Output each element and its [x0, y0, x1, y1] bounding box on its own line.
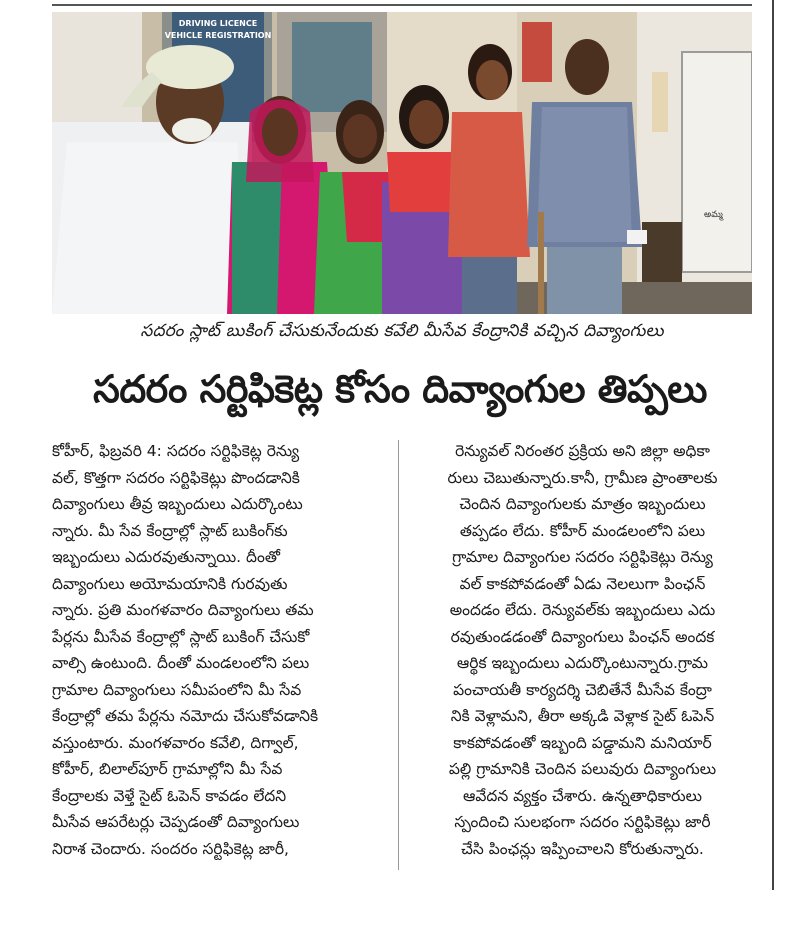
article-line: గ్రామాల దివ్యాంగుల సదరం సర్టిఫికెట్లు రెన్యు [452, 548, 713, 566]
article-line: ఇబ్బందులు ఎదురవుతున్నాయి. దీంతో [52, 548, 280, 566]
article-line: దివ్యాంగులు తీవ్ర ఇబ్బందులు ఎదుర్కొంటు [52, 495, 303, 513]
article-line: దివ్యాంగులు అయోమయానికి గురవుతు [52, 574, 288, 593]
photo-caption: సదరం స్లాట్‌ బుకింగ్‌ చేసుకునేందుకు కవేలి మీసేవ కేంద్రానికి వచ్చిన దివ్యాంగులు [140, 321, 664, 341]
wall-sign-text: అమ్మ [704, 210, 723, 220]
article-line: కేంద్రాల్లో తమ పేర్లను నమోదు చేసుకోవడానికి [52, 707, 319, 725]
article-line: న్నారు. ప్రతి మంగళవారం దివ్యాంగులు తమ [52, 601, 314, 619]
signboard-text-2: VEHICLE REGISTRATION [164, 31, 272, 40]
article-line: కాకపోవడంతో ఇబ్బంది పడ్డామని మనియార్‌ [453, 733, 712, 752]
article-line: గ్రామాల దివ్యాంగులు సమీపంలోని మీ సేవ [52, 680, 302, 699]
column-divider [398, 440, 399, 870]
article-line: పేర్లను మీసేవ కేంద్రాల్లో స్లాట్‌ బుకింగ్‌ చేసుకో [52, 627, 310, 646]
article-line: రులు చెబుతున్నారు.కానీ, గ్రామీణ ప్రాంతాలకు [447, 468, 718, 487]
article-line: కోహీర్‌, బిలాల్‌పూర్‌ గ్రామాల్లోని మీ సేవ [52, 760, 283, 778]
right-border-rule [772, 0, 774, 890]
article-line: రెన్యువల్‌ నిరంతర ప్రక్రియ అని జిల్లా అధికా [455, 442, 710, 460]
article-line: రవుతుండడంతో దివ్యాంగులు పింఛన్‌ అందక [450, 627, 715, 646]
article-line: అందడం లేదు. రెన్యువల్‌కు ఇబ్బందులు ఎదు [449, 601, 716, 619]
news-photo [52, 12, 752, 314]
article-line: నిరాశ చెందారు. సందరం సర్టిఫికెట్ల జారీ, [52, 839, 289, 858]
article-line: న్నారు. మీ సేవ కేంద్రాల్లో స్లాట్‌ బుకింగ్‌కు [52, 521, 288, 540]
article-line: నికి వెళ్లామని, తీరా అక్కడి వెళ్లాక సైట్‌ ఓపెన్‌ [450, 707, 715, 725]
top-rule [52, 4, 752, 6]
article-line: చేసి పింఛన్లు ఇప్పించాలని కోరుతున్నారు. [461, 839, 704, 858]
article-line: పంచాయతీ కార్యదర్శి చెబితేనే మీసేవ కేంద్రా [453, 680, 712, 699]
article-line: మీసేవ ఆపరేటర్లు చెప్పడంతో దివ్యాంగులు [52, 813, 300, 831]
signboard-text-1: DRIVING LICENCE [178, 19, 258, 28]
article-line: వాల్సి ఉంటుంది. దీంతో మండలంలోని పలు [52, 654, 310, 672]
article-column-right [415, 438, 750, 862]
article-line: వల్‌ కాకపోవడంతో ఏడు నెలలుగా పింఛన్‌ [459, 574, 706, 593]
article-line: వల్‌, కొత్తగా సదరం సర్టిఫికెట్లు పొందడానికి [52, 468, 300, 487]
article-line: తప్పడం లేదు. కోహీర్‌ మండలంలోని పలు [459, 521, 706, 540]
article-line: వస్తుంటారు. మంగళవారం కవేలి, దిగ్వాల్‌, [52, 733, 299, 752]
article-line: పల్లి గ్రామానికి చెందిన పలువురు దివ్యాంగులు [448, 760, 717, 778]
article-column-left [52, 438, 387, 862]
article-line: కోహీర్‌, ఫిబ్రవరి 4: సదరం సర్టిఫికెట్ల రెన్యు [52, 442, 300, 460]
article-line: స్పందించి సులభంగా సదరం సర్టిఫికెట్లు జారీ [454, 813, 711, 831]
article-headline: సదరం సర్టిఫికెట్ల కోసం దివ్యాంగుల తిప్పలు [93, 367, 707, 411]
article-line: కేంద్రాలకు వెళ్తే సైట్‌ ఓపెన్‌ కావడం లేదని [52, 786, 287, 805]
article-line: చెందిన దివ్యాంగులకు మాత్రం ఇబ్బందులు [459, 495, 706, 513]
article-line: ఆవేదన వ్యక్తం చేశారు. ఉన్నతాధికారులు [463, 786, 702, 805]
article-line: ఆర్థిక ఇబ్బందులు ఎదుర్కొంటున్నారు.గ్రామ [456, 654, 709, 672]
